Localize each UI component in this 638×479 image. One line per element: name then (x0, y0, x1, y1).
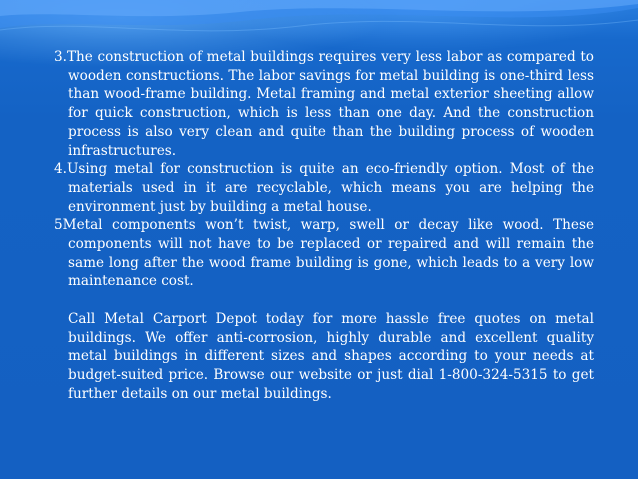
paragraph-durability: 5Metal components won’t twist, warp, swell or decay like wood. These components will not have to be replaced or repaired and will remain the same long after the wood frame building is gone, which leads to a very low maintenance cost. (54, 217, 594, 290)
paragraph-labor-savings: 3.The construction of metal buildings requires very less labor as compared to wooden constructions. The labor savings for metal building is one-third less than wood-frame building. Metal framing and metal exterior sheeting allow for quick construction, which is less than one day. And the construction process is also very clean and quite than the building process of wooden infrastructures. (54, 49, 594, 159)
paragraph-eco-friendly: 4.Using metal for construction is quite an eco-friendly option. Most of the materials used in it are recyclable, which means you are helping the environment just by building a metal house. (54, 161, 594, 215)
slide-content (54, 48, 594, 403)
paragraph-call-to-action: Call Metal Carport Depot today for more hassle free quotes on metal buildings. We offer anti-corrosion, highly durable and excellent quality metal buildings in different sizes and shapes according to your needs at budget-suited price. Browse our website or just dial 1-800-324-5315 to get further details on our metal buildings. (68, 310, 594, 402)
